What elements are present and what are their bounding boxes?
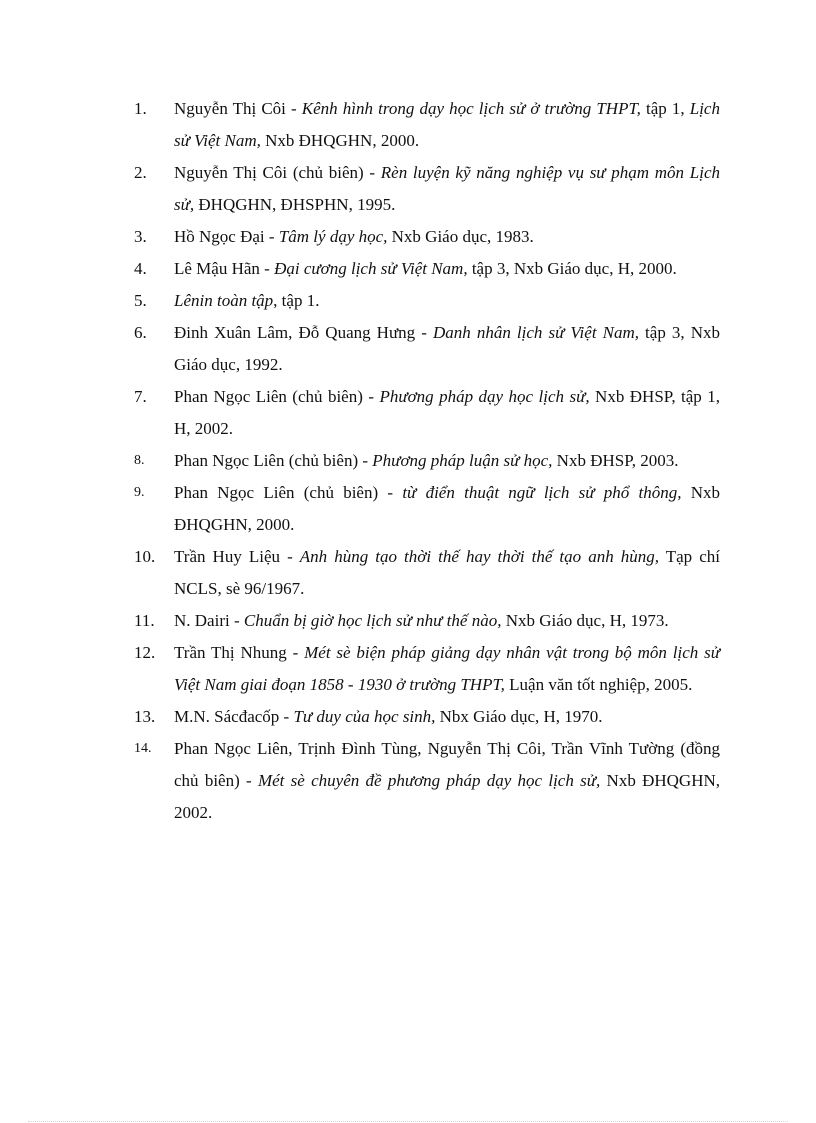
reference-author: Nguyễn Thị Côi - — [174, 99, 302, 118]
reference-number: 6. — [134, 323, 147, 342]
reference-number: 11. — [134, 611, 155, 630]
reference-author: Phan Ngọc Liên (chủ biên) - — [174, 451, 373, 470]
reference-item — [134, 605, 720, 637]
reference-item — [134, 93, 720, 157]
reference-author: N. Dairi - — [174, 611, 244, 630]
reference-title: từ điển thuật ngữ lịch sử phổ thông, — [402, 483, 682, 502]
reference-publisher: tập 3, Nxb Giáo dục, H, 2000. — [467, 259, 677, 278]
reference-title: Phương pháp dạy học lịch sử, — [379, 387, 590, 406]
reference-item — [134, 637, 720, 701]
reference-publisher: Luận văn tốt nghiệp, 2005. — [504, 675, 693, 694]
reference-publisher: Nxb Giáo dục, H, 1973. — [501, 611, 669, 630]
reference-item — [134, 477, 720, 541]
reference-publisher: Tạp chí NCLS, sè 96/1967. — [174, 547, 720, 598]
reference-number: 14. — [134, 741, 152, 756]
reference-author: Phan Ngọc Liên (chủ biên) - — [174, 483, 403, 502]
page-bottom-divider — [28, 1121, 788, 1122]
reference-title: Anh hùng tạo thời thế hay thời thế tạo anh hùng, — [299, 547, 659, 566]
reference-author: Đinh Xuân Lâm, Đỗ Quang Hưng - — [174, 323, 433, 342]
reference-author: Hồ Ngọc Đại - — [174, 227, 279, 246]
reference-title: Chuẩn bị giờ học lịch sử như thế nào, — [243, 611, 502, 630]
reference-author: M.N. Sácđacốp - — [174, 707, 294, 726]
reference-title: Mét sè biện pháp giảng dạy nhân vật trong bộ môn lịch sử Việt Nam giai đoạn 1858 - 1930 ở trường THPT, — [174, 643, 720, 694]
reference-author: Trần Thị Nhung - — [174, 643, 305, 662]
reference-item — [134, 221, 720, 253]
reference-title: Lênin toàn tập — [174, 291, 274, 310]
reference-number: 9. — [134, 485, 145, 500]
reference-number: 5. — [134, 291, 147, 310]
reference-title: Phương pháp luận sử học, — [372, 451, 553, 470]
reference-item — [134, 381, 720, 445]
reference-number: 7. — [134, 387, 147, 406]
reference-number: 2. — [134, 163, 147, 182]
reference-item — [134, 733, 720, 829]
reference-author: Lê Mậu Hãn - — [174, 259, 275, 278]
reference-publisher: Nxb ĐHQGHN, 2002. — [174, 771, 720, 822]
reference-author: Phan Ngọc Liên, Trịnh Đình Tùng, Nguyễn Thị Côi, Trần Vĩnh Tường (đồng chủ biên) - — [174, 739, 720, 790]
reference-series-title: Lịch sử Việt Nam, — [174, 99, 720, 150]
reference-item — [134, 317, 720, 381]
reference-number: 1. — [134, 99, 147, 118]
reference-item — [134, 285, 720, 317]
reference-author: Phan Ngọc Liên (chủ biên) - — [174, 387, 380, 406]
reference-title: Tâm lý dạy học, — [278, 227, 388, 246]
reference-publisher: Nbx Giáo dục, H, 1970. — [435, 707, 603, 726]
reference-number: 10. — [134, 547, 156, 566]
reference-number: 8. — [134, 453, 145, 468]
reference-title: Danh nhân lịch sử Việt Nam, — [432, 323, 639, 342]
reference-publisher: Nxb ĐHQGHN, 2000. — [260, 131, 420, 150]
reference-publisher: Nxb ĐHSP, 2003. — [552, 451, 679, 470]
reference-publisher: ĐHQGHN, ĐHSPHN, 1995. — [194, 195, 396, 214]
reference-item — [134, 157, 720, 221]
reference-number: 3. — [134, 227, 147, 246]
reference-publisher: tập 3, Nxb Giáo dục, 1992. — [174, 323, 720, 374]
reference-item — [134, 541, 720, 605]
reference-publisher: Nxb Giáo dục, 1983. — [387, 227, 534, 246]
reference-title: Mét sè chuyên đề phương pháp dạy học lịch sử, — [257, 771, 601, 790]
reference-author: Trần Huy Liệu - — [174, 547, 300, 566]
reference-publisher: Nxb ĐHSP, tập 1, H, 2002. — [174, 387, 721, 438]
reference-title: Kênh hình trong dạy học lịch sử ở trường THPT, — [301, 99, 641, 118]
reference-item — [134, 445, 720, 477]
reference-number: 13. — [134, 707, 156, 726]
reference-number: 4. — [134, 259, 147, 278]
reference-title: Tư duy của học sinh, — [293, 707, 436, 726]
reference-publisher: , tập 1. — [273, 291, 320, 310]
reference-number: 12. — [134, 643, 156, 662]
reference-item — [134, 701, 720, 733]
reference-volume: tập 1, — [640, 99, 690, 118]
reference-list — [134, 93, 720, 829]
reference-publisher: Nxb ĐHQGHN, 2000. — [174, 483, 721, 534]
reference-title: Rèn luyện kỹ năng nghiệp vụ sư phạm môn Lịch sử, — [174, 163, 720, 214]
reference-title: Đại cương lịch sử Việt Nam, — [274, 259, 468, 278]
reference-author: Nguyễn Thị Côi (chủ biên) - — [174, 163, 381, 182]
reference-item — [134, 253, 720, 285]
